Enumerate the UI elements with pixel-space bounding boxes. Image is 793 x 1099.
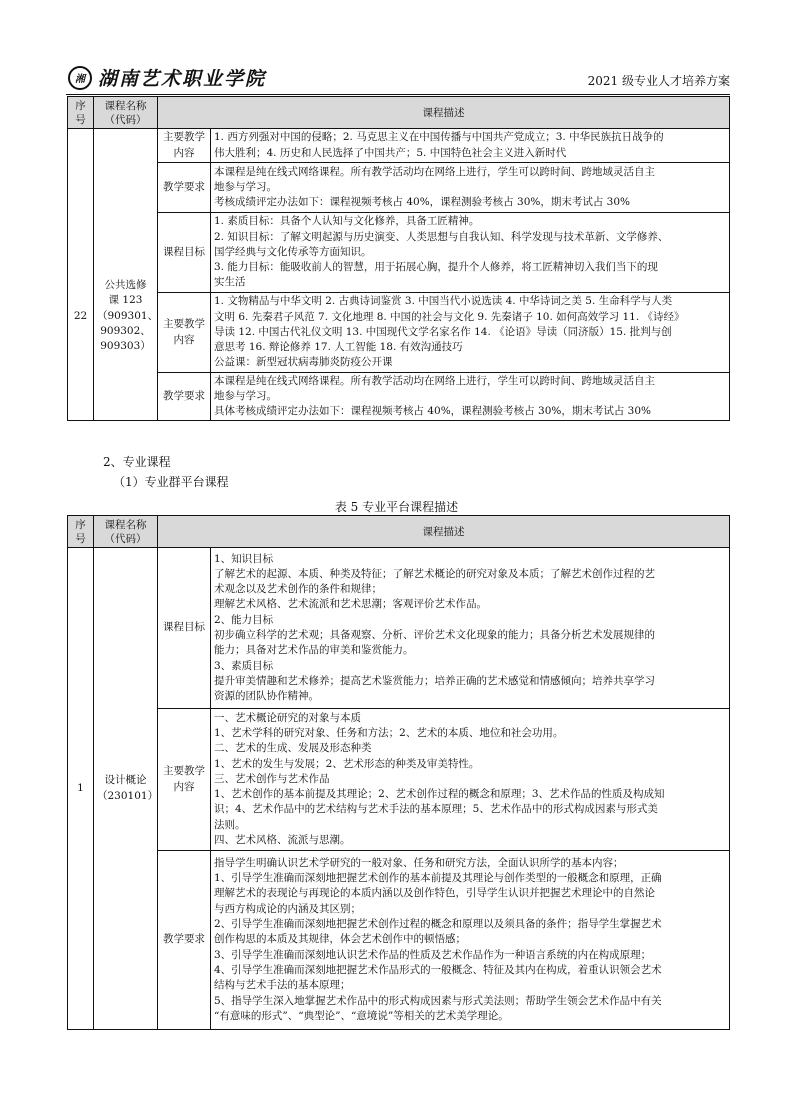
header-course-name: 课程名称 （代码） [94, 97, 158, 129]
table-row [68, 709, 730, 851]
table-row [68, 851, 730, 1030]
row-content: 一、艺术概论研究的对象与本质 1、艺术学科的研究对象、任务和方法；2、艺术的本质、地位和社会功用。 二、艺术的生成、发展及形态种类 1、艺术的发生与发展；2、艺术形态的种类及审美特性。 三、艺术创作与艺术作品 1、艺术创作的基本前提及其理论；2、艺术创作过程的概念和原理；3、艺术作品的性质及构成知 识；4、艺术作品中的艺术结构与艺术手法的基本原理；5、艺术作品中的形式构成因素与形式美 法则。 四、艺术风格、流派与思潮。 [211, 709, 730, 851]
course-name: 设计概论 （230101） [94, 548, 158, 1030]
course-table-public-electives [67, 96, 730, 421]
row-label: 课程目标 [158, 213, 211, 293]
row-content: 1. 文物精品与中华文明 2. 古典诗词鉴赏 3. 中国当代小说选读 4. 中华诗词之美 5. 生命科学与人类 文明 6. 先秦君子风范 7. 文化地理 8. 中国的社会与文化 9. 先秦诸子 10. 如何高效学习 11. 《诗经》 导读 12. 中国古代礼仪文明 13. 中国现代文学名家名作 14. 《论语》导读（同济版）15. 批判与创 意思考 16. 辩论修养 17. 人工智能 18. 有效沟通技巧 公益课：新型冠状病毒肺炎防疫公开课 [211, 293, 730, 373]
table-row [68, 129, 730, 163]
row-label: 主要教学 内容 [158, 129, 211, 163]
row-label: 主要教学 内容 [158, 293, 211, 373]
row-label: 教学要求 [158, 851, 211, 1030]
row-label: 教学要求 [158, 163, 211, 213]
table-header-row [68, 516, 730, 548]
row-content: 1. 西方列强对中国的侵略；2. 马克思主义在中国传播与中国共产党成立；3. 中华民族抗日战争的 伟大胜利；4. 历史和人民选择了中国共产；5. 中国特色社会主义进入新时代 [211, 129, 730, 163]
table-row [68, 163, 730, 213]
school-seal-icon: 湘 [68, 66, 92, 90]
table-row [68, 293, 730, 373]
row-content: 本课程是纯在线式网络课程。所有教学活动均在网络上进行，学生可以跨时间、跨地域灵活自主 地参与学习。 具体考核成绩评定办法如下：课程视频考核占 40%，课程测验考核占 30%，期末考试占 30% [211, 373, 730, 421]
row-number: 1 [68, 548, 94, 1030]
header-course-name: 课程名称 （代码） [94, 516, 158, 548]
table-row [68, 373, 730, 421]
page-header [68, 64, 730, 92]
course-name: 公共选修 课 123 （909301、 909302、 909303） [94, 213, 158, 421]
header-description: 课程描述 [158, 97, 730, 129]
row-label: 课程目标 [158, 548, 211, 709]
table-row [68, 548, 730, 709]
row-label: 主要教学 内容 [158, 709, 211, 851]
school-logo [68, 64, 266, 91]
table-row [68, 213, 730, 293]
table-header-row [68, 97, 730, 129]
row-number: 22 [68, 213, 94, 421]
table-caption: 表 5 专业平台课程描述 [334, 500, 459, 514]
course-table-platform [67, 515, 730, 1030]
row-label: 教学要求 [158, 373, 211, 421]
section-heading: 2、专业课程 [103, 455, 171, 469]
header-no: 序 号 [68, 97, 94, 129]
header-no: 序 号 [68, 516, 94, 548]
row-content: 指导学生明确认识艺术学研究的一般对象、任务和研究方法，全面认识所学的基本内容； 1、引导学生准确而深刻地把握艺术创作的基本前提及其理论与创作类型的一般概念和原理，正确 理解艺术的表现论与再现论的本质内涵以及创作特色，引导学生认识并把握艺术理论中的自然论 与西方构成论的内涵及其区别； 2、引导学生准确而深刻地把握艺术创作过程的概念和原理以及须具备的条件；指导学生掌握艺术 创作构思的本质及其规律，体会艺术创作中的顿悟感； 3、引导学生准确而深刻地认识艺术作品的性质及艺术作品作为一种语言系统的内在构成原理； 4、引导学生准确而深刻地把握艺术作品形式的一般概念、特征及其内在构成，着重认识领会艺术 结构与艺术手法的基本原理； 5、指导学生深入地掌握艺术作品中的形式构成因素与形式美法则；帮助学生领会艺术作品中有关 “有意味的形式”、“典型论”、“意境说”等相关的艺术美学理论。 [211, 851, 730, 1030]
section-subheading: （1）专业群平台课程 [113, 475, 229, 489]
header-description: 课程描述 [158, 516, 730, 548]
row-content: 1. 素质目标：具备个人认知与文化修养，具备工匠精神。 2. 知识目标：了解文明起源与历史演变、人类思想与自我认知、科学发现与技术革新、文学修养、 国学经典与文化传承等方面知识。 3. 能力目标：能吸收前人的智慧，用于拓展心胸，提升个人修养，将工匠精神切入我们当下的现 实生活 [211, 213, 730, 293]
row-content: 本课程是纯在线式网络课程。所有教学活动均在网络上进行，学生可以跨时间、跨地域灵活自主 地参与学习。 考核成绩评定办法如下：课程视频考核占 40%，课程测验考核占 30%，期末考试占 30% [211, 163, 730, 213]
document-title: 2021 级专业人才培养方案 [587, 74, 730, 88]
school-name: 湖南艺术职业学院 [98, 68, 267, 90]
header-divider [66, 94, 730, 95]
row-content: 1、知识目标 了解艺术的起源、本质、种类及特征；了解艺术概论的研究对象及本质；了解艺术创作过程的艺 术观念以及艺术创作的条件和规律； 理解艺术风格、艺术流派和艺术思潮；客观评价艺术作品。 2、能力目标 初步确立科学的艺术观；具备观察、分析、评价艺术文化现象的能力；具备分析艺术发展规律的 能力；具备对艺术作品的审美和鉴赏能力。 3、素质目标 提升审美情趣和艺术修养；提高艺术鉴赏能力；培养正确的艺术感觉和情感倾向；培养共享学习 资源的团队协作精神。 [211, 548, 730, 709]
